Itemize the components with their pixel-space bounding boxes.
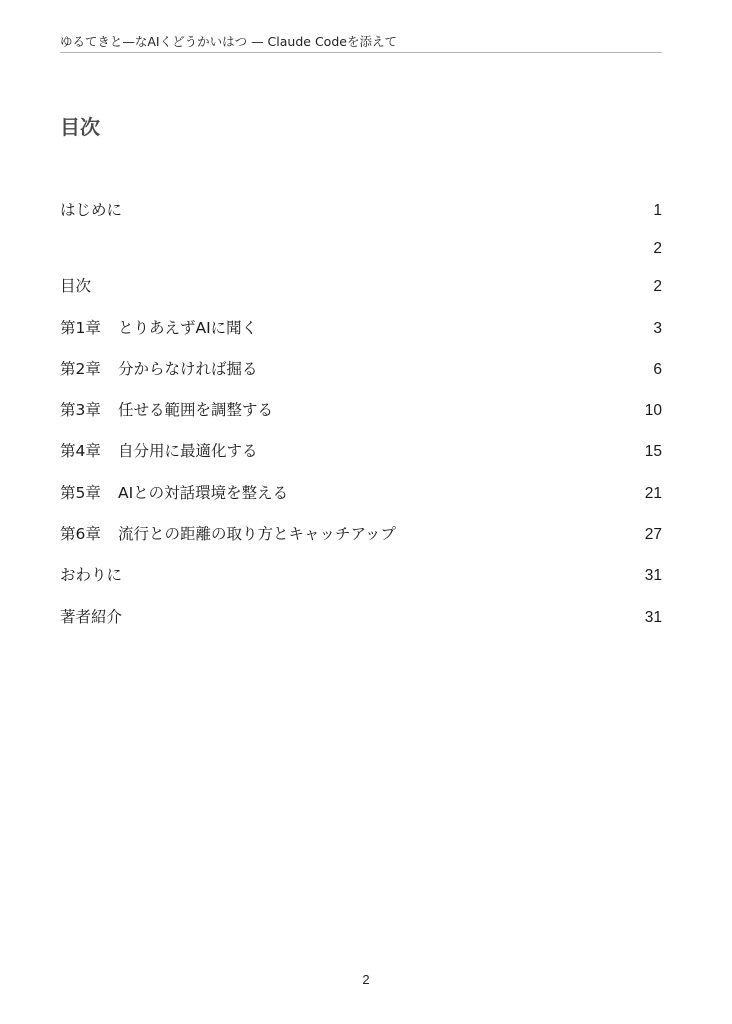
toc-entry-title: 任せる範囲を調整する [118,401,274,420]
toc-entry-chapter-2[interactable] [60,349,662,390]
toc-entry-label [60,349,258,390]
toc-entry-label [60,555,122,596]
toc-entry-label [60,597,122,638]
toc-chapter-number: 第6章 [60,525,101,544]
toc-entry-page: 3 [653,319,662,337]
toc-entry-page: 31 [644,608,662,626]
toc-entry-label [60,390,273,431]
page-title: 目次 [60,115,100,140]
toc-entry-page: 6 [653,360,662,378]
toc-chapter-number: 第2章 [60,359,101,378]
toc-chapter-number: 第1章 [60,318,101,337]
toc-entry-label [60,190,122,231]
page-number: 2 [362,972,370,987]
toc-entry-introduction[interactable] [60,190,662,231]
toc-entry-title: 流行との距離の取り方とキャッチアップ [118,525,396,544]
toc-entry-label [60,431,258,472]
toc-entry-page: 27 [644,526,662,544]
toc-entry-title: 著者紹介 [60,607,123,626]
toc-entry-blank[interactable] [60,231,662,266]
toc-entry-page: 2 [653,278,662,296]
toc-entry-title: 目次 [60,277,92,296]
toc-entry-page: 2 [653,240,662,258]
toc-entry-label [60,473,288,514]
toc-entry-title: AIとの対話環境を整える [118,483,289,502]
toc-entry-title: とりあえずAIに聞く [118,318,258,337]
toc-entry-title: おわりに [60,566,123,585]
toc-entry-afterword[interactable] [60,555,662,596]
toc-entry-chapter-3[interactable] [60,390,662,431]
toc-entry-chapter-1[interactable] [60,308,662,349]
toc-entry-page: 1 [653,202,662,219]
toc-chapter-number: 第3章 [60,401,101,420]
toc-chapter-number: 第5章 [60,483,101,502]
toc-chapter-number: 第4章 [60,442,101,461]
toc-entry-chapter-6[interactable] [60,514,662,555]
toc-entry-label [60,308,257,349]
toc-entry-page: 15 [644,443,662,461]
header-divider [60,52,662,53]
toc-entry-label [60,514,396,555]
toc-entry-page: 10 [644,402,662,420]
table-of-contents [60,190,662,638]
toc-entry-author-profile[interactable] [60,597,662,638]
toc-entry-chapter-5[interactable] [60,473,662,514]
toc-entry-label [60,266,91,307]
toc-entry-title: 自分用に最適化する [118,442,258,461]
toc-entry-contents[interactable] [60,266,662,307]
running-header: ゆるてきと—なAIくどうかいはつ — Claude Codeを添えて [60,34,397,49]
toc-entry-page: 31 [644,567,662,585]
toc-entry-title: はじめに [60,201,123,219]
toc-entry-page: 21 [644,484,662,502]
toc-entry-title: 分からなければ掘る [118,359,258,378]
toc-entry-chapter-4[interactable] [60,431,662,472]
